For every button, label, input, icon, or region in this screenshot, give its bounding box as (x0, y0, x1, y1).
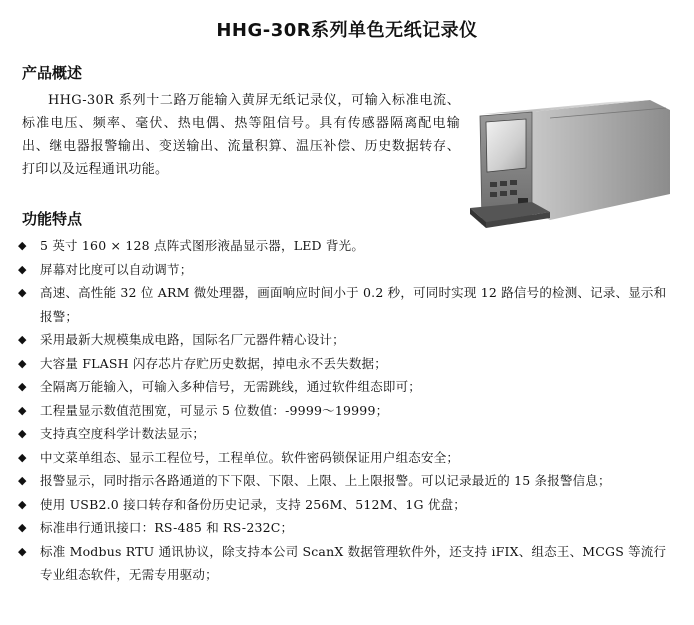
diamond-bullet-icon: ◆ (18, 544, 27, 558)
diamond-bullet-icon: ◆ (18, 356, 27, 370)
diamond-bullet-icon: ◆ (18, 450, 27, 464)
list-item: ◆ 标准 Modbus RTU 通讯协议，除支持本公司 ScanX 数据管理软件外，还支持 iFIX、组态王、MCGS 等流行专业组态软件，无需专用驱动； (18, 540, 678, 587)
diamond-bullet-icon: ◆ (18, 427, 27, 440)
list-item: ◆ 屏幕对比度可以自动调节； (18, 258, 678, 282)
overview-paragraph: HHG-30R 系列十二路万能输入黄屏无纸记录仪，可输入标准电流、标准电压、频率、毫伏、热电偶、热等阻信号。具有传感器隔离配电输出、继电器报警输出、变送输出、流量积算、温压补偿、历史数据转存、打印以及远程通讯功能。 (22, 93, 460, 177)
diamond-bullet-icon: ◆ (18, 474, 27, 487)
diamond-bullet-icon: ◆ (18, 262, 27, 276)
diamond-bullet-icon: ◆ (18, 521, 27, 534)
diamond-bullet-icon: ◆ (18, 286, 27, 299)
list-item: ◆ 标准串行通讯接口：RS-485 和 RS-232C； (18, 516, 678, 540)
list-item: ◆ 高速、高性能 32 位 ARM 微处理器，画面响应时间小于 0.2 秒，可同时实现 12 路信号的检测、记录、显示和报警； (18, 281, 678, 328)
list-item: ◆ 5 英寸 160 × 128 点阵式图形液晶显示器，LED 背光。 (18, 234, 678, 258)
list-item: ◆ 报警显示，同时指示各路通道的下下限、下限、上限、上上限报警。可以记录最近的 15 条报警信息； (18, 469, 678, 493)
diamond-bullet-icon: ◆ (18, 333, 27, 346)
list-item: ◆ 使用 USB2.0 接口转存和备份历史记录，支持 256M、512M、1G 优盘； (18, 493, 678, 517)
list-item: ◆ 采用最新大规模集成电路，国际名厂元器件精心设计； (18, 328, 678, 352)
list-item: ◆ 工程量显示数值范围宽，可显示 5 位数值：-9999～19999； (18, 399, 678, 423)
diamond-bullet-icon: ◆ (18, 380, 27, 393)
paperless-recorder-product-photo (470, 98, 675, 230)
overview-heading: 产品概述 (22, 64, 83, 82)
list-item: ◆ 全隔离万能输入，可输入多种信号，无需跳线，通过软件组态即可； (18, 375, 678, 399)
list-item: ◆ 大容量 FLASH 闪存芯片存贮历史数据，掉电永不丢失数据； (18, 352, 678, 376)
features-list (18, 234, 678, 587)
list-item: ◆ 中文菜单组态、显示工程位号，工程单位。软件密码锁保证用户组态安全； (18, 446, 678, 470)
diamond-bullet-icon: ◆ (18, 403, 27, 417)
diamond-bullet-icon: ◆ (18, 497, 27, 511)
list-item: ◆ 支持真空度科学计数法显示； (18, 422, 678, 446)
features-heading: 功能特点 (22, 210, 83, 228)
page-title: HHG-30R系列单色无纸记录仪 (216, 20, 478, 41)
diamond-bullet-icon: ◆ (18, 239, 27, 252)
